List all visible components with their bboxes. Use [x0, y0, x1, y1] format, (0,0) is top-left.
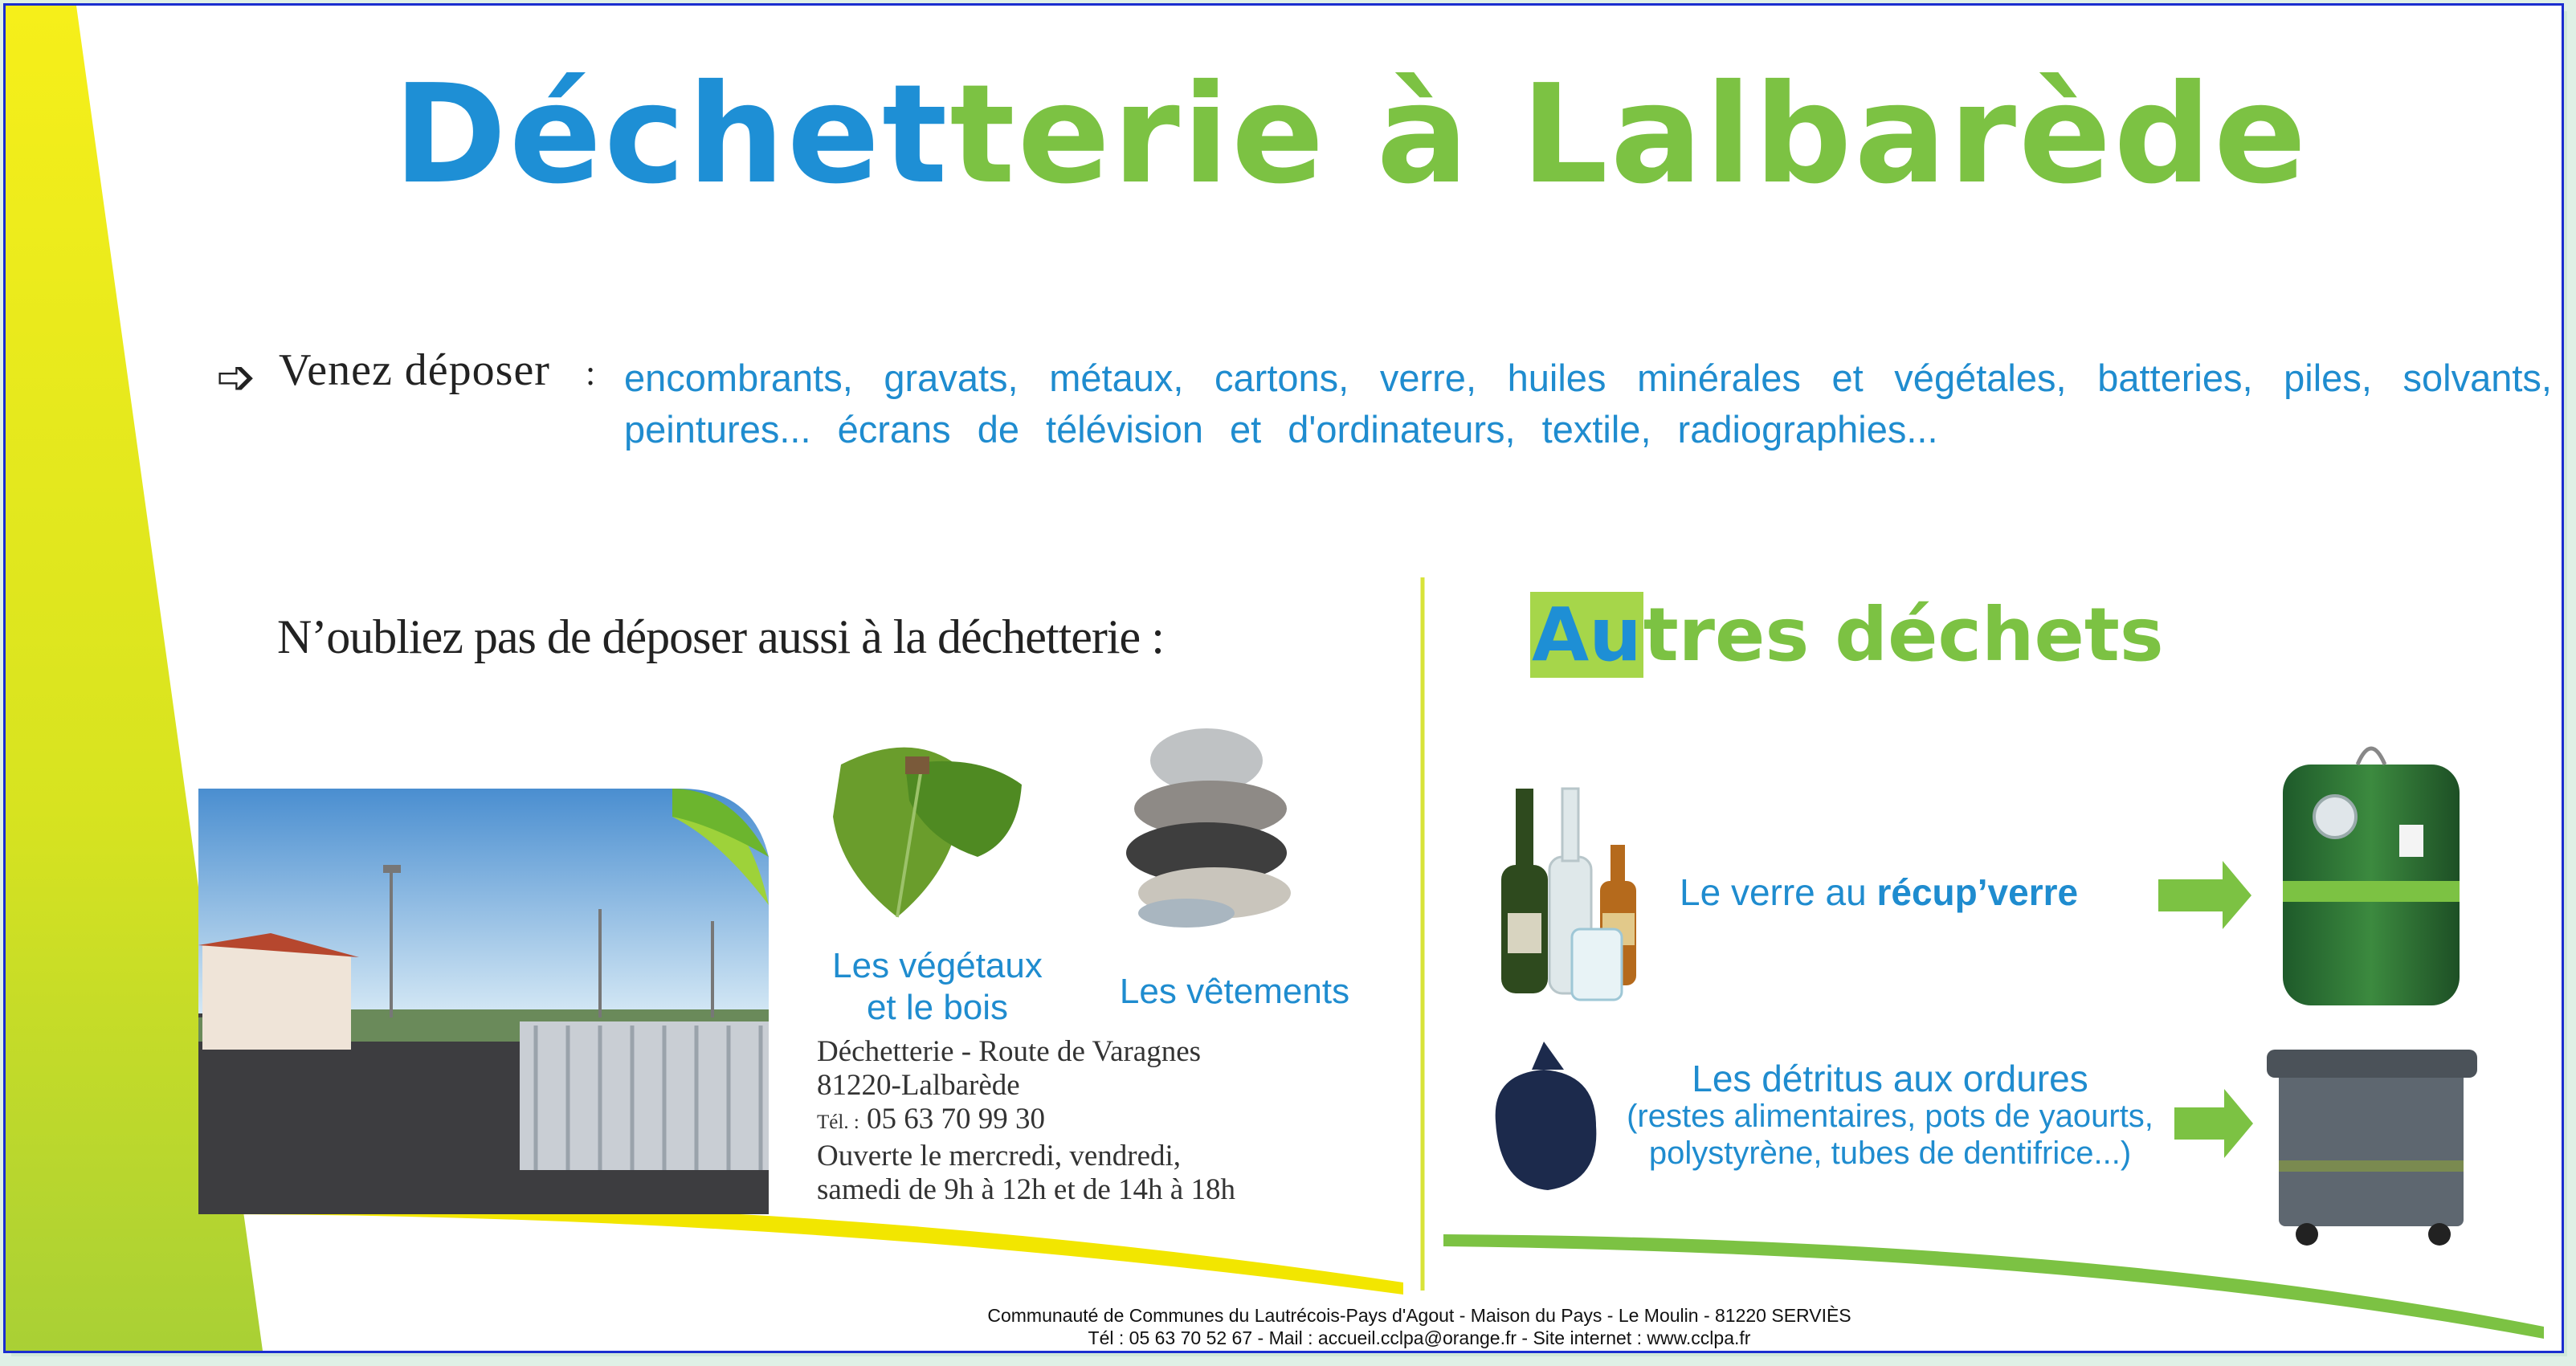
verre-text — [1680, 871, 2078, 914]
address-block — [817, 1035, 1235, 1207]
verre-text-plain: Le verre au — [1680, 871, 1877, 913]
glass-container-icon — [2283, 748, 2460, 1005]
venez-label: Venez déposer — [279, 345, 550, 395]
green-arrow-icon — [2174, 1089, 2253, 1158]
arrow-right-icon: ➩ — [216, 349, 257, 406]
poster — [3, 3, 2564, 1353]
detritus-line2: (restes alimentaires, pots de yaourts, — [1627, 1099, 2153, 1134]
venez-colon: : — [586, 353, 596, 393]
address-line1: Déchetterie - Route de Varagnes — [817, 1035, 1202, 1068]
leaf-icon — [833, 748, 1022, 917]
tel-number: 05 63 70 99 30 — [867, 1103, 1046, 1136]
detritus-text — [1609, 1059, 2171, 1172]
green-arrow-icon — [2158, 861, 2251, 929]
verre-text-bold: récup’verre — [1876, 871, 2079, 913]
footer — [696, 1304, 2142, 1349]
title-blue-part: Déchet — [393, 55, 950, 214]
accepted-items-line2: peintures... écrans de télévision et d'ordinateurs, textile, radiographies... — [624, 408, 1938, 451]
right-heading-highlight: Au — [1532, 592, 1642, 678]
hours-line1: Ouverte le mercredi, vendredi, — [817, 1140, 1182, 1172]
footer-line2: Tél : 05 63 70 52 67 - Mail : accueil.cclpa@orange.fr - Site internet : www.cclpa.fr — [1088, 1327, 1751, 1348]
right-heading-rest: tres déchets — [1643, 592, 2164, 678]
left-heading: N’oubliez pas de déposer aussi à la déchetterie : — [277, 610, 1164, 663]
hours-line2: samedi de 9h à 12h et de 14h à 18h — [817, 1173, 1235, 1206]
right-heading — [1530, 592, 2164, 678]
title-green-part: terie à Lalbarède — [949, 55, 2309, 214]
detritus-line1: Les détritus aux ordures — [1692, 1058, 2088, 1099]
accepted-items-line1: encombrants, gravats, métaux, cartons, verre, huiles minérales et végétales, batteries, piles, solvants, — [624, 357, 2552, 399]
wheelie-bin-icon — [2267, 1050, 2477, 1246]
trash-bag-icon — [1496, 1042, 1597, 1190]
dechetterie-photo — [198, 789, 769, 1214]
vegetaux-label — [817, 945, 1058, 1029]
detritus-line3: polystyrène, tubes de dentifrice...) — [1648, 1136, 2132, 1171]
vegetaux-line1: Les végétaux — [832, 946, 1043, 985]
bottles-icon — [1501, 789, 1636, 1000]
address-tel — [817, 1103, 1235, 1140]
address-line2: 81220-Lalbarède — [817, 1069, 1020, 1102]
page-title — [6, 55, 2564, 214]
clothes-icon — [1126, 728, 1291, 928]
vetements-label: Les vêtements — [1119, 972, 1350, 1011]
vegetaux-line2: et le bois — [866, 988, 1009, 1027]
yellow-swoosh — [198, 1201, 1403, 1295]
footer-line1: Communauté de Communes du Lautrécois-Pays d'Agout - Maison du Pays - Le Moulin - 81220 SERVIÈS — [987, 1305, 1851, 1326]
tel-prefix: Tél. : — [817, 1111, 859, 1133]
